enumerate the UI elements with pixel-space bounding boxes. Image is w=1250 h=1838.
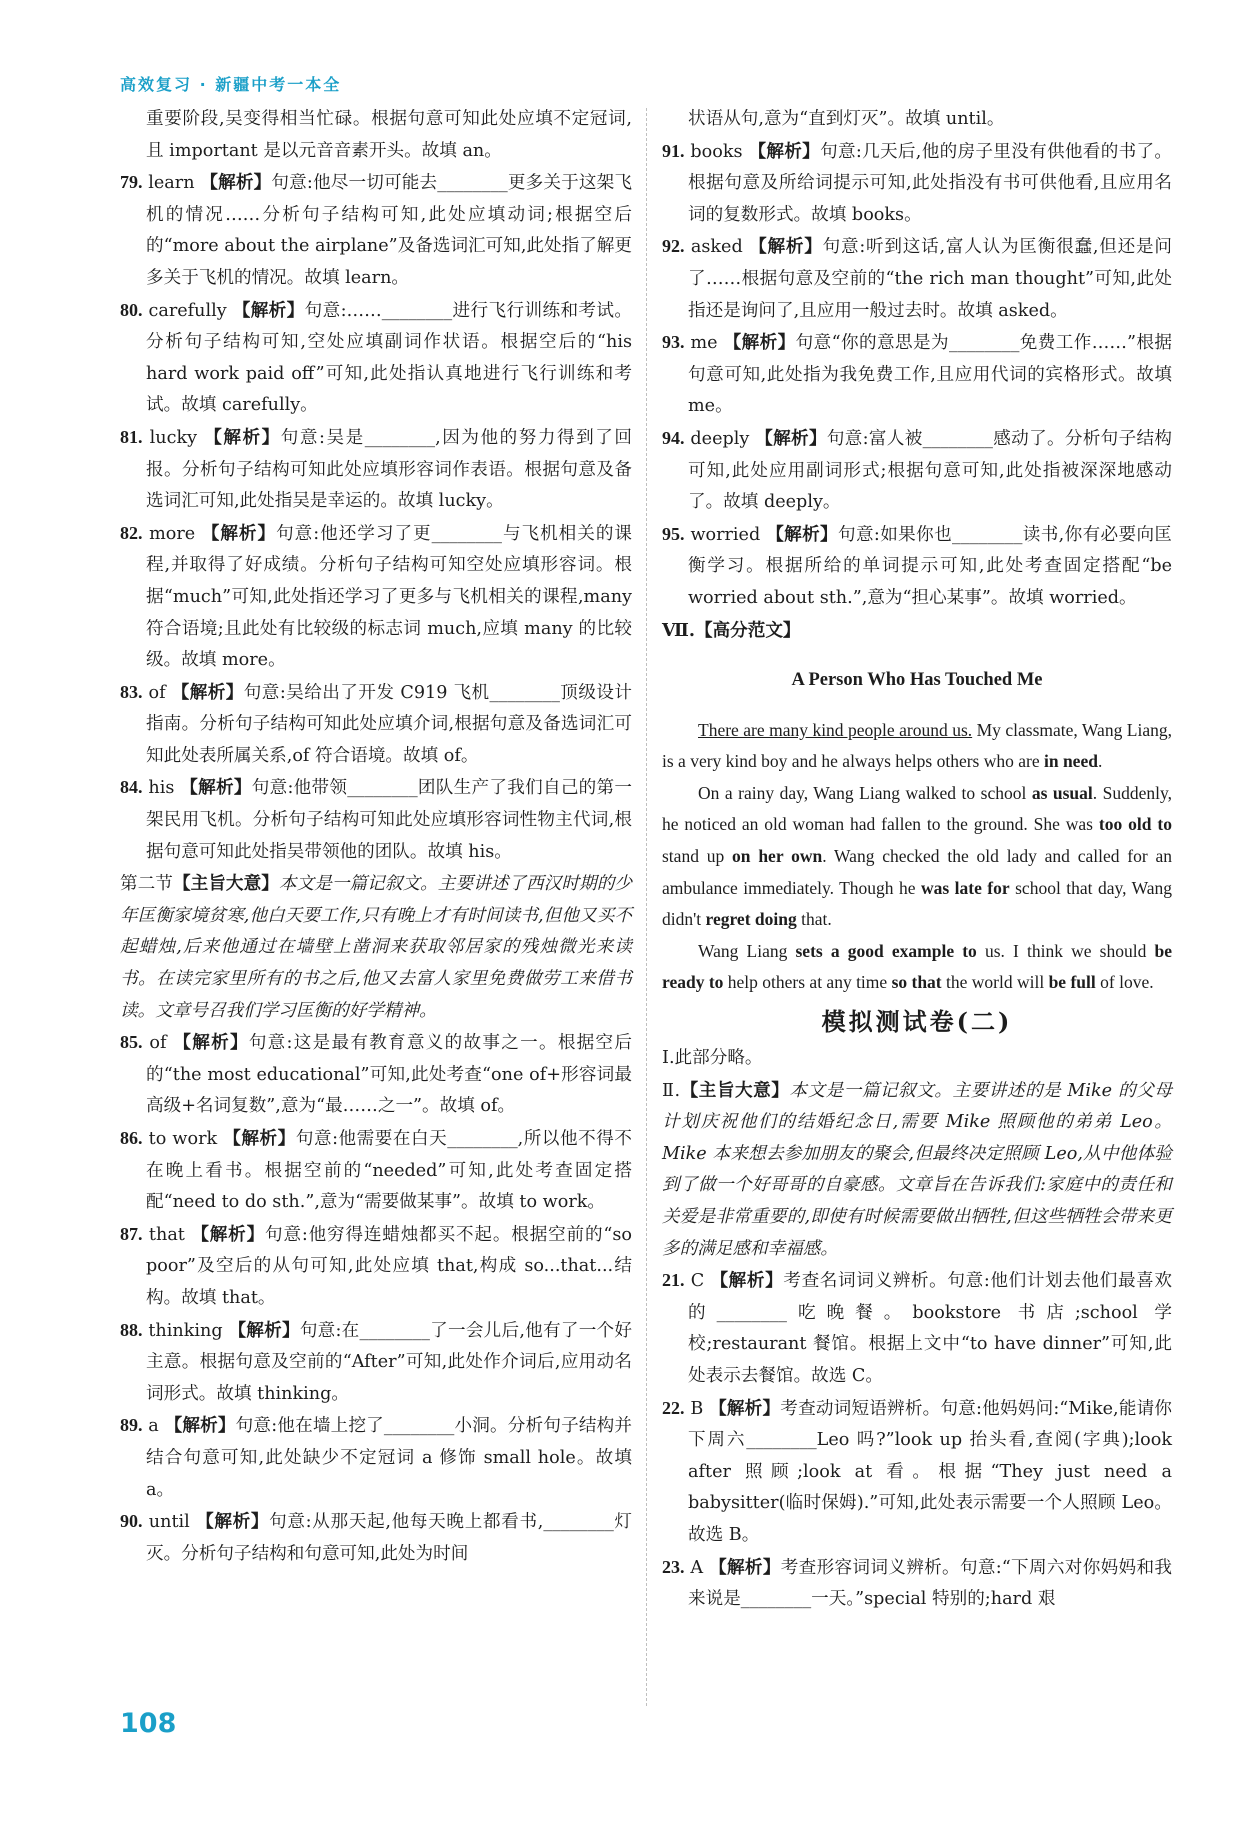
analysis-tag: 【解析】: [223, 1128, 296, 1149]
item-explanation: 句意:几天后,他的房子里没有供他看的书了。根据句意及所给词提示可知,此处指没有书可供他看,且应用名词的复数形式。故填 books。: [688, 141, 1172, 225]
item-number: 21.: [662, 1270, 685, 1291]
item-explanation: 句意:他尽一切可能去________更多关于这架飞机的情况……分析句子结构可知,此处应填动词;根据空后的“more about the airplane”及备选词汇可知,此处指了解更多关于飞机的情况。故填 learn。: [146, 173, 632, 288]
essay-paragraph-1: There are many kind people around us. My classmate, Wang Liang, is a very kind boy and he always helps others who are in need.: [662, 719, 1172, 772]
item-number: 22.: [662, 1397, 685, 1418]
essay-title: A Person Who Has Touched Me: [791, 669, 1043, 690]
item-number: 95.: [662, 523, 685, 544]
answer-item: [662, 231, 1172, 327]
item-number: 89.: [120, 1415, 143, 1436]
analysis-tag: 【解析】: [191, 1223, 266, 1245]
item-number: 81.: [120, 426, 143, 447]
item-explanation: 句意:他穷得连蜡烛都买不起。根据空前的“so poor”及空后的从句可知,此处应填 that,构成 so...that...结构。故填 that。: [146, 1224, 632, 1308]
item-answer: of: [148, 682, 166, 703]
section-summary: [662, 1075, 1172, 1266]
item-answer: lucky: [149, 427, 198, 448]
analysis-tag: 【解析】: [201, 522, 277, 544]
item-answer: A: [690, 1557, 704, 1578]
answer-item: [120, 422, 632, 518]
right-column-answers: [662, 104, 1172, 646]
item-answer: C: [690, 1271, 705, 1292]
item-number: 88.: [120, 1319, 143, 1340]
item-explanation: 句意:吴给出了开发 C919 飞机________顶级设计指南。分析句子结构可知此处应填介词,根据句意及备选词汇可知此处表所属关系,of 符合语境。故填 of。: [146, 682, 632, 766]
item-answer: carefully: [148, 300, 227, 321]
item-explanation: 考查名词词义辨析。句意:他们计划去他们最喜欢的________吃晚餐。bookstore 书店;school 学校;restaurant 餐馆。根据上文中“to have dinner”可知,此处表示去餐馆。故选 C。: [688, 1271, 1173, 1386]
item-answer: thinking: [148, 1320, 223, 1341]
item-explanation: 考查形容词词义辨析。句意:“下周六对你妈妈和我来说是________一天。”special 特别的;hard 艰: [688, 1557, 1172, 1610]
left-column: [120, 104, 632, 1570]
item-number: 82.: [120, 522, 143, 543]
answer-item: [662, 1393, 1172, 1552]
item-number: 23.: [662, 1556, 685, 1577]
answer-item: [120, 1027, 632, 1123]
analysis-tag: 【解析】: [723, 332, 796, 354]
item-number: 84.: [120, 777, 143, 798]
analysis-tag: 【解析】: [228, 1319, 300, 1341]
item-answer: his: [148, 778, 175, 799]
column-divider: [646, 108, 647, 1706]
item-number: 80.: [120, 299, 143, 320]
item-explanation: 句意:……________进行飞行训练和考试。分析句子结构可知,空处应填副词作状语。根据空后的“his hard work paid off”可知,此处指认真地进行飞行训练和考试。故填 carefully。: [146, 300, 633, 416]
item-answer: that: [148, 1224, 185, 1245]
item-explanation: 句意:他带领________团队生产了我们自己的第一架民用飞机。分析句子结构可知此处应填形容词性物主代词,根据句意可知此处指吴带领他的团队。故填 his。: [146, 778, 633, 862]
answer-item: [120, 1219, 632, 1315]
item-number: 94.: [662, 427, 685, 448]
summary-tag: 【主旨大意】: [172, 873, 279, 895]
item-number: 92.: [662, 236, 685, 257]
analysis-tag: 【解析】: [164, 1415, 236, 1437]
item-number: 90.: [120, 1511, 143, 1532]
item-explanation: 句意:他需要在白天________,所以他不得不在晚上看书。根据空前的“needed”可知,此处考查固定搭配“need to do sth.”,意为“需要做某事”。故填 to work。: [146, 1129, 633, 1213]
analysis-tag: 【解析】: [766, 523, 839, 545]
analysis-tag: 【解析】: [709, 1556, 781, 1578]
model-essay: [662, 665, 1172, 999]
item-number: 91.: [662, 140, 685, 161]
section-heading: Ⅶ.【高分范文】: [662, 619, 801, 641]
item-explanation: 句意:如果你也________读书,你有必要向匡衡学习。根据所给的单词提示可知,此处考查固定搭配“be worried about sth.”,意为“担心某事”。故填 worried。: [688, 524, 1172, 608]
answer-item: [662, 423, 1172, 519]
section-summary: [120, 868, 632, 1027]
answer-item: [662, 1265, 1172, 1392]
item-number: 85.: [120, 1032, 143, 1053]
continued-text: 状语从句,意为“直到灯灭”。故填 until。: [688, 109, 1005, 129]
plain-line: Ⅰ.此部分略。: [662, 1048, 763, 1069]
item-answer: B: [690, 1398, 704, 1419]
item-answer: asked: [690, 237, 743, 258]
item-number: 83.: [120, 681, 143, 702]
answer-item: [662, 327, 1172, 423]
item-answer: me: [690, 333, 718, 354]
item-explanation: 句意“你的意思是为________免费工作……”根据句意可知,此处指为我免费工作,且应用代词的宾格形式。故填 me。: [688, 333, 1172, 417]
item-number: 86.: [120, 1128, 143, 1148]
answer-item: [120, 1506, 632, 1570]
section-label: 第二节: [120, 874, 173, 895]
analysis-tag: 【解析】: [180, 777, 252, 799]
item-explanation: 句意:从那天起,他每天晚上都看书,________灯灭。分析句子结构和句意可知,此处为时间: [146, 1512, 633, 1564]
answer-item: [120, 1123, 632, 1219]
item-number: 79.: [120, 172, 143, 193]
answer-item: [120, 295, 632, 422]
item-explanation: 句意:这是最有教育意义的故事之一。根据空后的“the most educational”可知,此处考查“one of+形容词最高级+名词复数”,意为“最……之一”。故填 of。: [146, 1033, 633, 1117]
item-answer: learn: [148, 173, 195, 194]
essay-paragraph-3: Wang Liang sets a good example to us. I think we should be ready to help others at any time so that the world will be full of love.: [662, 940, 1172, 993]
right-column: [662, 104, 1172, 1616]
answer-item: [662, 136, 1172, 232]
item-explanation: 句意:听到这话,富人认为匡衡很蠢,但还是问了……根据句意及空前的“the rich man thought”可知,此处指还是询问了,且应用一般过去时。故填 asked。: [688, 237, 1172, 321]
right-column-test-answers: [662, 1043, 1172, 1616]
answer-item: [120, 518, 632, 677]
item-number: 93.: [662, 332, 685, 353]
item-answer: until: [148, 1512, 190, 1533]
answer-item: [120, 1410, 632, 1506]
item-explanation: 句意:在________了一会儿后,他有了一个好主意。根据句意及空前的“After”可知,此处作介词后,应用动名词形式。故填 thinking。: [146, 1320, 632, 1404]
analysis-tag: 【解析】: [748, 140, 821, 162]
analysis-tag: 【解析】: [749, 236, 823, 258]
analysis-tag: 【解析】: [173, 1032, 249, 1054]
answer-item: [120, 167, 632, 294]
item-explanation: 句意:他在墙上挖了________小洞。分析句子结构并结合句意可知,此处缺少不定冠词 a 修饰 small hole。故填 a。: [146, 1416, 633, 1500]
item-answer: deeply: [690, 428, 750, 449]
analysis-tag: 【解析】: [196, 1511, 270, 1533]
item-answer: more: [149, 523, 196, 544]
item-explanation: 句意:吴是________,因为他的努力得到了回报。分析句子结构可知此处应填形容词作表语。根据句意及备选词汇可知,此处指吴是幸运的。故填 lucky。: [146, 427, 633, 512]
analysis-tag: 【解析】: [204, 426, 281, 448]
page-number: 108: [120, 1708, 177, 1739]
item-answer: a: [148, 1416, 159, 1437]
running-header: 高效复习 · 新疆中考一本全: [120, 75, 342, 94]
analysis-tag: 【解析】: [171, 681, 244, 703]
continued-text: 重要阶段,吴变得相当忙碌。根据句意可知此处应填不定冠词,且 important 是以元音音素开头。故填 an。: [146, 109, 632, 161]
test-title: 模拟测试卷(二): [821, 1007, 1013, 1037]
item-explanation: 句意:富人被________感动了。分析句子结构可知,此处应用副词形式;根据句意可知,此处指被深深地感动了。故填 deeply。: [688, 428, 1172, 513]
answer-item: [662, 519, 1172, 615]
summary-tag: 【主旨大意】: [680, 1079, 790, 1101]
summary-text: 本文是一篇记叙文。主要讲述的是 Mike 的父母计划庆祝他们的结婚纪念日,需要 Mike 照顾他的弟弟 Leo。Mike 本来想去参加朋友的聚会,但最终决定照顾 Leo,从中他体验到了做一个好哥哥的自豪感。文章旨在告诉我们:家庭中的责任和关爱是非常重要的,即使有时候需要做出牺牲,但这些牺牲会带来更多的满足感和幸福感。: [662, 1080, 1172, 1259]
item-answer: worried: [690, 524, 761, 545]
summary-text: 本文是一篇记叙文。主要讲述了西汉时期的少年匡衡家境贫寒,他白天要工作,只有晚上才有时间读书,但他又买不起蜡烛,后来他通过在墙壁上凿洞来获取邻居家的残烛微光来读书。在读完家里所有的书之后,他又去富人家里免费做劳工来借书读。文章号召我们学习匡衡的好学精神。: [120, 874, 632, 1021]
item-number: 87.: [120, 1223, 143, 1244]
item-answer: of: [149, 1033, 167, 1054]
answer-item: [662, 1552, 1172, 1616]
item-explanation: 句意:他还学习了更________与飞机相关的课程,并取得了好成绩。分析句子结构可知空处应填形容词。根据“much”可知,此处指还学习了更多与飞机相关的课程,many 符合语境;且此处有比较级的标志词 much,应填 many 的比较级。故填 more。: [146, 523, 632, 671]
item-answer: books: [690, 141, 743, 162]
analysis-tag: 【解析】: [200, 172, 272, 194]
analysis-tag: 【解析】: [755, 427, 827, 449]
answer-item: [120, 772, 632, 868]
analysis-tag: 【解析】: [710, 1270, 784, 1292]
answer-item: [120, 677, 632, 773]
analysis-tag: 【解析】: [232, 299, 305, 321]
item-answer: to work: [148, 1129, 218, 1149]
section-label: Ⅱ.: [662, 1080, 681, 1101]
analysis-tag: 【解析】: [709, 1397, 781, 1419]
essay-paragraph-2: On a rainy day, Wang Liang walked to school as usual. Suddenly, he noticed an old woman had fallen to the ground. She was too old to stand up on her own. Wang checked the old lady and called for an ambulance immediately. Though he was late for school that day, Wang didn't regret doing that.: [662, 782, 1173, 930]
item-explanation: 考查动词短语辨析。句意:他妈妈问:“Mike,能请你下周六________Leo 吗?”look up 抬头看,查阅(字典);look after 照顾;look at 看。根据“They just need a babysitter(临时保姆).”可知,此处表示需要一个人照顾 Leo。故选 B。: [688, 1398, 1173, 1545]
answer-item: [120, 1315, 632, 1411]
